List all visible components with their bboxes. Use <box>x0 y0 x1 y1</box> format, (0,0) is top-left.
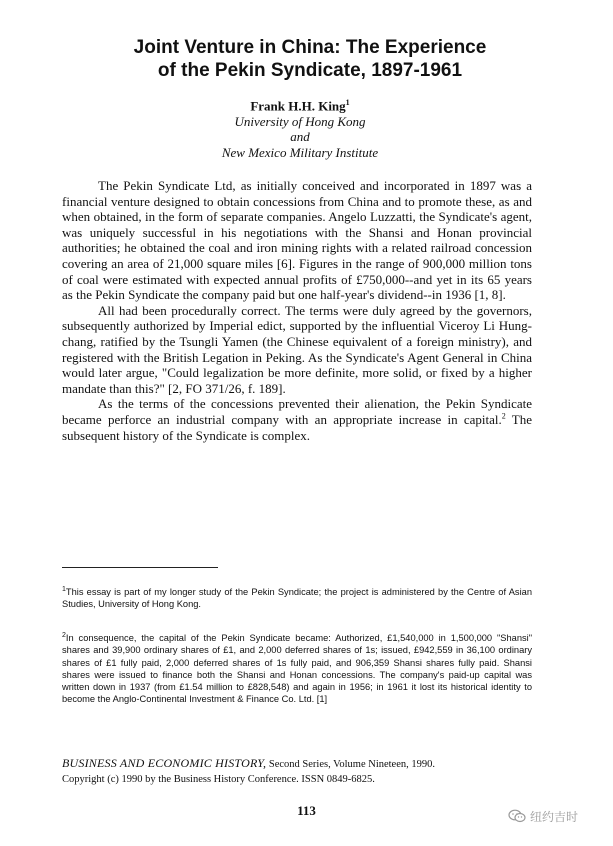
journal-copyright: Copyright (c) 1990 by the Business History Conference. ISSN 0849-6825. <box>62 774 375 785</box>
title-line-1: Joint Venture in China: The Experience <box>133 37 487 58</box>
article-title <box>60 36 560 82</box>
author-block <box>150 95 450 160</box>
footnote-1-text: This essay is part of my longer study of the Pekin Syndicate; the project is administered by the Centre of Asian Studies, University of Hong Kong. <box>62 587 532 610</box>
affiliation-1: University of Hong Kong <box>234 113 366 129</box>
paragraph-2: All had been procedurally correct. The terms were duly agreed by the governors, subsequently authorized by Imperial edict, supported by the influential Viceroy Li Hung-chang, ratified by the Tsungli Yamen (the Chinese equivalent of a foreign ministry), and registered with the British Legation in Peking. As the Syndicate's Agent General in China would later argue, "Could legalization be more definite, more solid, or fixed by a higher mandate than this?" [2, FO 371/26, f. 189]. <box>62 302 532 396</box>
wechat-icon <box>508 809 526 823</box>
author-name-text: Frank H.H. King <box>250 98 346 114</box>
journal-line-1 <box>62 756 562 772</box>
paragraph-3-text-b: The subsequent history of the Syndicate is complex. <box>62 411 532 443</box>
page-number: 113 <box>297 803 316 818</box>
affiliation-and: and <box>290 129 310 145</box>
paragraph-3-text-a: As the terms of the concessions prevented their alienation, the Pekin Syndicate became perforce an industrial company with an appropriate increase in capital. <box>62 396 532 427</box>
paragraph-1: The Pekin Syndicate Ltd, as initially conceived and incorporated in 1897 was a financial venture designed to obtain concessions from China and to promote these, as and when obtained, in the form of separate companies. Angelo Luzzatti, the Syndicate's agent, was uniquely successful in his negotiations with the Shansi and Honan provincial authorities; he obtained the coal and iron mining rights with a related railroad concession covering an area of 21,000 square miles [6]. Figures in the range of 900,000 million tons of coal were estimated with expected annual profits of £750,000--and yet in its 65 years as the Pekin Syndicate the company paid but one half-year's dividend--in 1936 [1, 8]. <box>62 178 532 303</box>
author-footnote-marker: 1 <box>345 98 350 107</box>
footnote-2-note-marker: 2 <box>62 631 66 639</box>
footnote-1 <box>62 586 532 611</box>
journal-series: Second Series, Volume Nineteen, 1990. <box>266 759 436 770</box>
footnote-2-text: In consequence, the capital of the Pekin Syndicate became: Authorized, £1,540,000 in 1,500,000 "Shansi" shares and 39,900 ordinary shares of £1, and 2,000 deferred shares of 1s; issued, £942,559 in 36,100 ordinary shares of £1 fully paid, 2,000 deferred shares of 1s fully paid, and 906,359 Shansi shares fully paid. Shansi shares were issued to finance both the Shansi and Honan concessions. The company's paid-up capital was written down in 1937 (from £1.54 million to £828,548) and again in 1956; in 1961 it lost its historical identity to become the Anglo-Continental Investment & Finance Co. Ltd. [1] <box>62 633 532 705</box>
footnote-divider <box>62 567 218 568</box>
journal-name: BUSINESS AND ECONOMIC HISTORY, <box>62 756 267 770</box>
affiliation-2: New Mexico Military Institute <box>221 144 379 160</box>
watermark-text: 纽约吉时 <box>530 809 579 824</box>
article-body <box>62 178 532 443</box>
author-name <box>150 95 450 114</box>
footnote-1-marker: 1 <box>62 585 66 593</box>
paragraph-3 <box>62 396 532 443</box>
journal-citation <box>62 756 562 787</box>
footnote-2 <box>62 632 532 706</box>
watermark <box>508 806 613 826</box>
title-line-2: of the Pekin Syndicate, 1897-1961 <box>157 60 463 81</box>
footnote-2-marker: 2 <box>501 411 506 421</box>
